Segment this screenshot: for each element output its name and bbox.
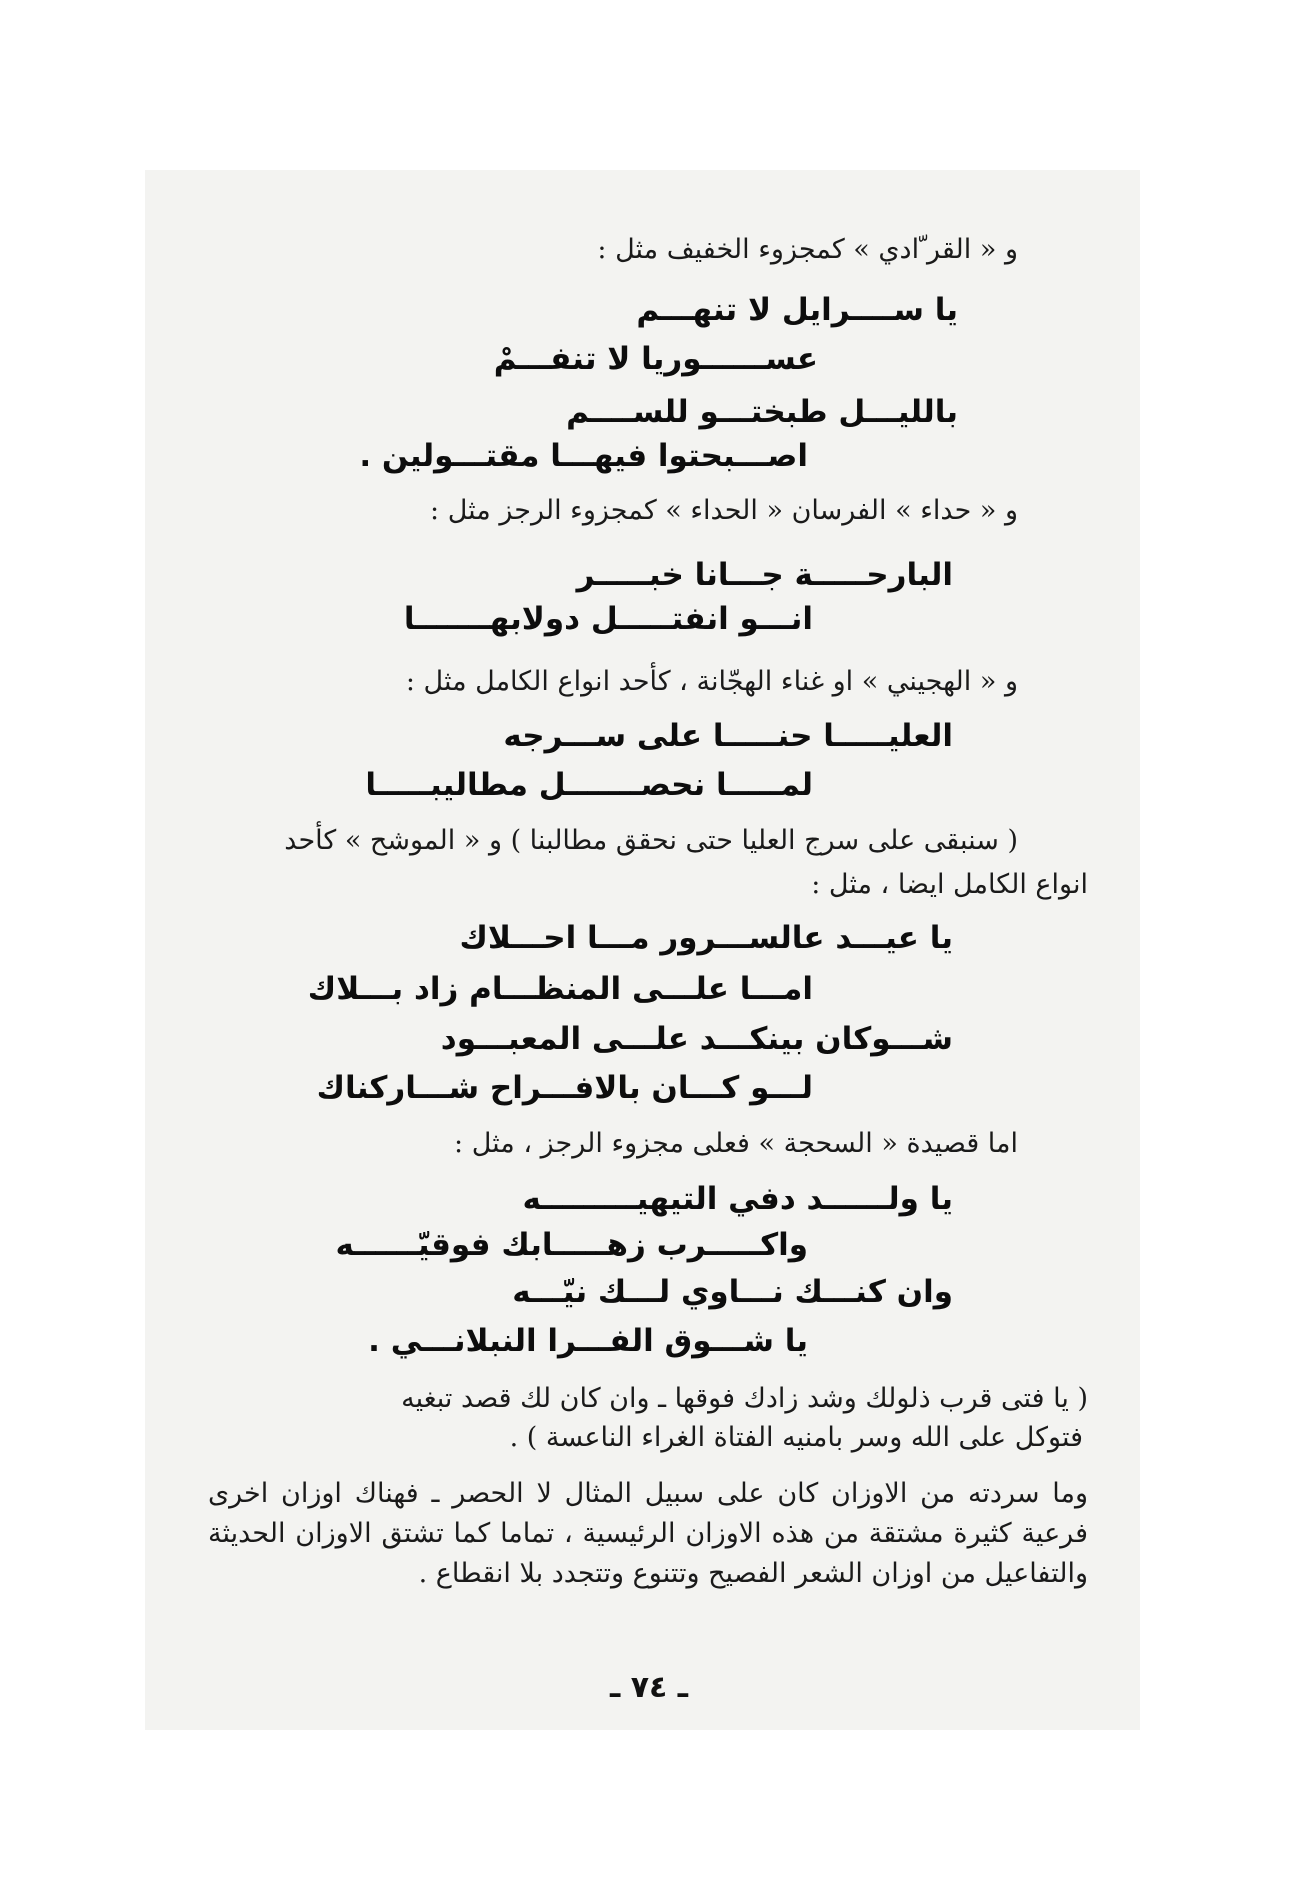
explanation-line: فتوكل على الله وسر بامنيه الفتاة الغراء الناعسة ) . <box>509 1422 1083 1453</box>
verse-line: بالليـــل طبختـــو للســــم <box>566 394 958 430</box>
closing-paragraph: وما سردته من الاوزان كان على سبيل المثال لا الحصر ـ فهناك اوزان اخرى فرعية كثيرة مشتقة من هذه الاوزان الرئيسية ، تماما كما تشتق الاوزان الحديثة والتفاعيل من اوزان الشعر الفصيح وتتنوع وتتجدد بلا انقطاع . <box>208 1478 1088 1589</box>
verse-line: العليـــــا حنـــــا على ســـرجه <box>503 718 953 754</box>
intro-hijini: و « الهجيني » او غناء الهجّانة ، كأحد انواع الكامل مثل : <box>405 666 1018 697</box>
verse-line: انـــو انفتـــــل دولابهـــــــا <box>403 601 813 637</box>
verse-line: وان كنـــك نـــاوي لـــك نيّـــه <box>512 1274 953 1310</box>
verse-line: امـــا علـــى المنظـــام زاد بـــلاك <box>307 971 813 1007</box>
verse-line: لمـــــا نحصـــــــل مطاليبـــــا <box>365 767 813 803</box>
verse-line: شـــوكان بينكـــد علـــى المعبـــود <box>440 1021 953 1057</box>
explanation-line: انواع الكامل ايضا ، مثل : <box>811 869 1088 900</box>
verse-line: عســــــوريا لا تنفـــمْ <box>493 341 818 377</box>
explanation-line: ( سنبقى على سرج العليا حتى نحقق مطالبنا ) و « الموشح » كأحد <box>284 825 1018 856</box>
intro-sahja: اما قصيدة « السحجة » فعلى مجزوء الرجز ، مثل : <box>454 1128 1018 1159</box>
intro-hida: و « حداء » الفرسان « الحداء » كمجزوء الرجز مثل : <box>430 495 1018 526</box>
intro-qarradi: و « القر ّادي » كمجزوء الخفيف مثل : <box>597 234 1018 265</box>
page-number: ـ ٧٤ ـ <box>609 1670 689 1705</box>
explanation-line: ( يا فتى قرب ذلولك وشد زادك فوقها ـ وان كان لك قصد تبغيه <box>401 1383 1088 1414</box>
verse-line: لـــو كـــان بالافـــراح شـــاركناك <box>316 1070 813 1106</box>
verse-line: واكـــــرب زهـــــابك فوقيّــــــه <box>335 1227 808 1263</box>
verse-line: البارحـــــة جـــانا خبـــــر <box>576 557 953 593</box>
verse-line: يا عيـــد عالســـرور مـــا احـــلاك <box>459 920 953 956</box>
verse-line: يا ولــــــد دفي التيهيـــــــــه <box>522 1181 953 1217</box>
verse-line: يا شـــوق الفـــرا النبلانـــي . <box>368 1323 808 1359</box>
verse-line: يا ســــرايل لا تنهـــم <box>636 292 958 328</box>
verse-line: اصـــبحتوا فيهـــا مقتـــولين . <box>359 438 808 474</box>
